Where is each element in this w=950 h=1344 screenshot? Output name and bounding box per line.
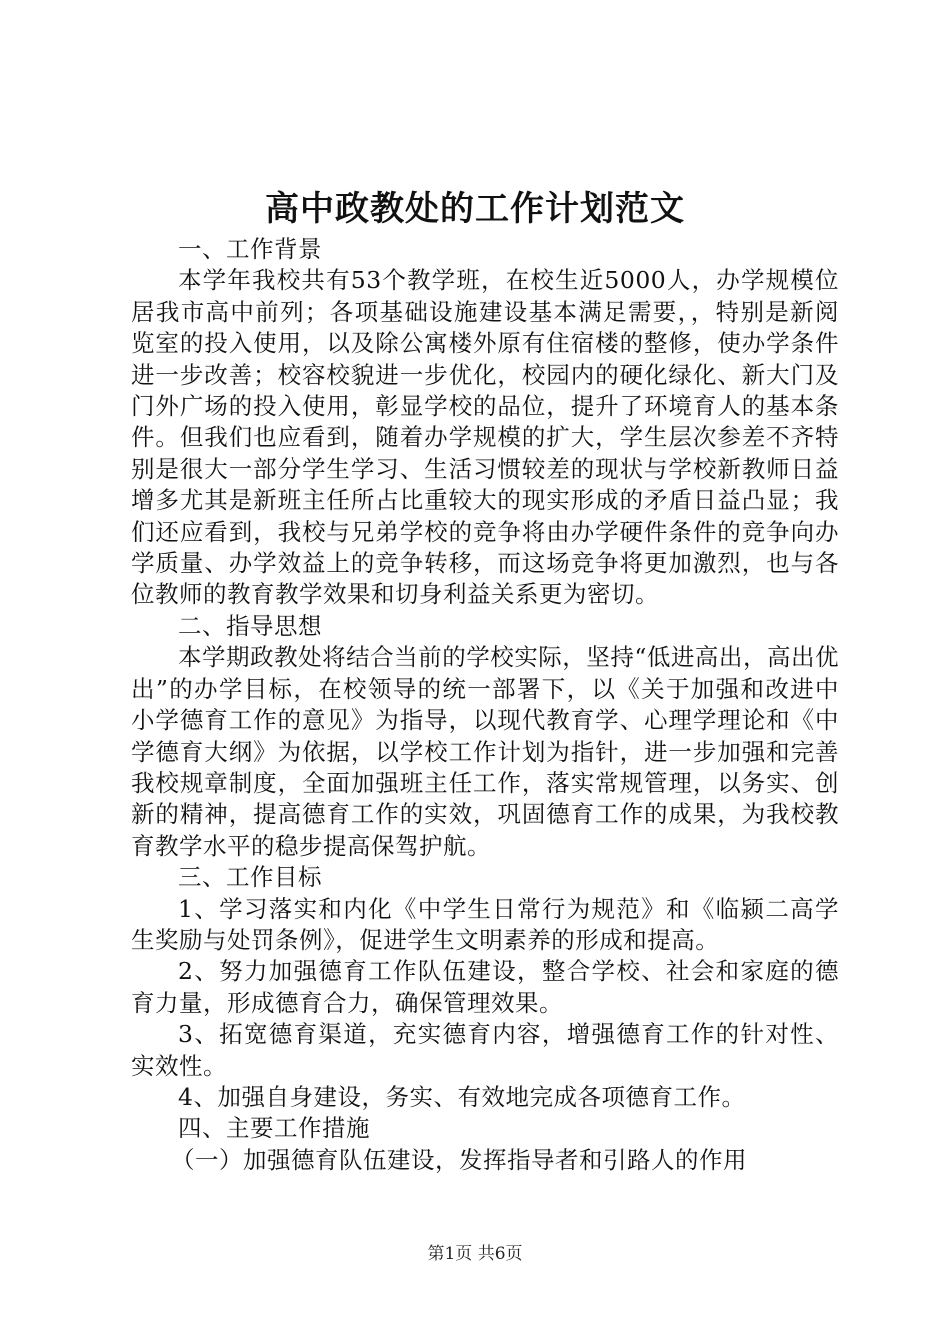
section-heading-measures: 四、主要工作措施 (178, 1114, 370, 1143)
paragraph-guiding-thought: 本学期政教处将结合当前的学校实际，坚持“低进高出，高出优出”的办学目标，在校领导的统一部署下，以《关于加强和改进中小学德育工作的意见》为指导，以现代教育学、心理学理论和《中学德育大纲》为依据，以学校工作计划为指针，进一步加强和完善我校规章制度，全面加强班主任工作，落实常规管理，以务实、创新的精神，提高德育工作的实效，巩固德育工作的成果，为我校教育教学水平的稳步提高保驾护航。 (131, 643, 839, 860)
goal-item-2: 2、努力加强德育工作队伍建设，整合学校、社会和家庭的德育力量，形成德育合力，确保管理效果。 (131, 957, 839, 1017)
section-heading-goals: 三、工作目标 (178, 863, 322, 892)
paragraph-background: 本学年我校共有53个教学班，在校生近5000人，办学规模位居我市高中前列；各项基础设施建设基本满足需要，，特别是新阅览室的投入使用，以及除公寓楼外原有住宿楼的整修，使办学条件进一步改善；校容校貌进一步优化，校园内的硬化绿化、新大门及门外广场的投入使用，彰显学校的品位，提升了环境育人的基本条件。但我们也应看到，随着办学规模的扩大，学生层次参差不齐特别是很大一部分学生学习、生活习惯较差的现状与学校新教师日益增多尤其是新班主任所占比重较大的现实形成的矛盾日益凸显；我们还应看到，我校与兄弟学校的竞争将由办学硬件条件的竞争向办学质量、办学效益上的竞争转移，而这场竞争将更加激烈，也与各位教师的教育教学效果和切身利益关系更为密切。 (131, 266, 839, 609)
section-heading-background: 一、工作背景 (178, 235, 322, 263)
document-title: 高中政教处的工作计划范文 (265, 189, 685, 229)
page-number-footer: 第1页 共6页 (427, 1244, 523, 1264)
document-body (131, 234, 839, 1176)
goal-item-4: 4、加强自身建设，务实、有效地完成各项德育工作。 (178, 1082, 746, 1111)
section-heading-guiding-thought: 二、指导思想 (178, 611, 322, 640)
measure-subheading-1: （一）加强德育队伍建设，发挥指导者和引路人的作用 (171, 1145, 747, 1174)
goal-item-3: 3、拓宽德育渠道，充实德育内容，增强德育工作的针对性、实效性。 (131, 1020, 839, 1080)
goal-item-1: 1、学习落实和内化《中学生日常行为规范》和《临颍二高学生奖励与处罚条例》，促进学生文明素养的形成和提高。 (131, 894, 839, 954)
